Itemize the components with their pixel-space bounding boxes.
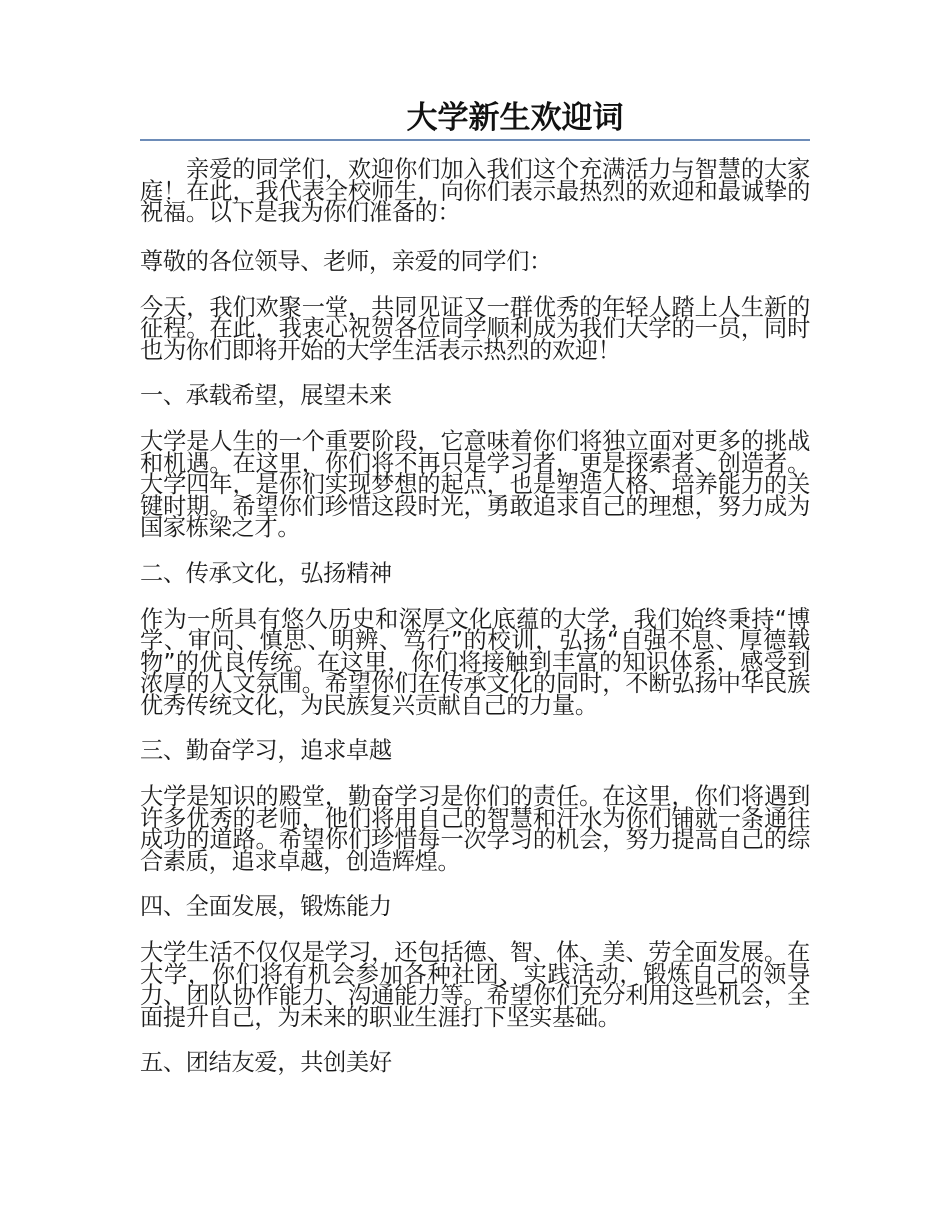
section-heading-4: 四、全面发展，锻炼能力 <box>140 893 392 920</box>
section-heading-1: 一、承载希望，展望未来 <box>140 382 392 409</box>
section-body-1: 大学是人生的一个重要阶段，它意味着你们将独立面对更多的挑战和机遇。在这里，你们将不再只是学习者，更是探索者、创造者。大学四年，是你们实现梦想的起点，也是塑造人格、培养能力的关键时期。希望你们珍惜这段时光，勇敢追求自己的理想，努力成为国家栋梁之才。 <box>140 428 810 541</box>
salutation: 尊敬的各位领导、老师，亲爱的同学们： <box>140 247 552 275</box>
section-body-3: 大学是知识的殿堂，勤奋学习是你们的责任。在这里，你们将遇到许多优秀的老师，他们将用自己的智慧和汗水为你们铺就一条通往成功的道路。希望你们珍惜每一次学习的机会，努力提高自己的综合素质，追求卓越，创造辉煌。 <box>140 783 810 875</box>
intro-paragraph: 亲爱的同学们，欢迎你们加入我们这个充满活力与智慧的大家庭！在此，我代表全校师生，向你们表示最热烈的欢迎和最诚挚的祝福。以下是我为你们准备的： <box>140 156 810 226</box>
section-body-4: 大学生活不仅仅是学习，还包括德、智、体、美、劳全面发展。在大学，你们将有机会参加各种社团、实践活动，锻炼自己的领导力、团队协作能力、沟通能力等。希望你们充分利用这些机会，全面提升自己，为未来的职业生涯打下坚实基础。 <box>140 939 810 1031</box>
section-heading-2: 二、传承文化，弘扬精神 <box>140 559 392 587</box>
section-heading-5: 五、团结友爱，共创美好 <box>140 1049 392 1076</box>
section-heading-3: 三、勤奋学习，追求卓越 <box>140 737 392 764</box>
title-underline <box>140 139 810 141</box>
section-body-2: 作为一所具有悠久历史和深厚文化底蕴的大学，我们始终秉持“博学、审问、慎思、明辨、笃行”的校训，弘扬“自强不息、厚德载物”的优良传统。在这里，你们将接触到丰富的知识体系，感受到浓厚的人文氛围。希望你们在传承文化的同时，不断弘扬中华民族优秀传统文化，为民族复兴贡献自己的力量。 <box>140 605 810 719</box>
document-title: 大学新生欢迎词 <box>406 100 624 136</box>
document-page <box>140 98 810 1076</box>
opening-paragraph: 今天，我们欢聚一堂，共同见证又一群优秀的年轻人踏上人生新的征程。在此，我衷心祝贺各位同学顺利成为我们大学的一员，同时也为你们即将开始的大学生活表示热烈的欢迎！ <box>140 293 810 364</box>
